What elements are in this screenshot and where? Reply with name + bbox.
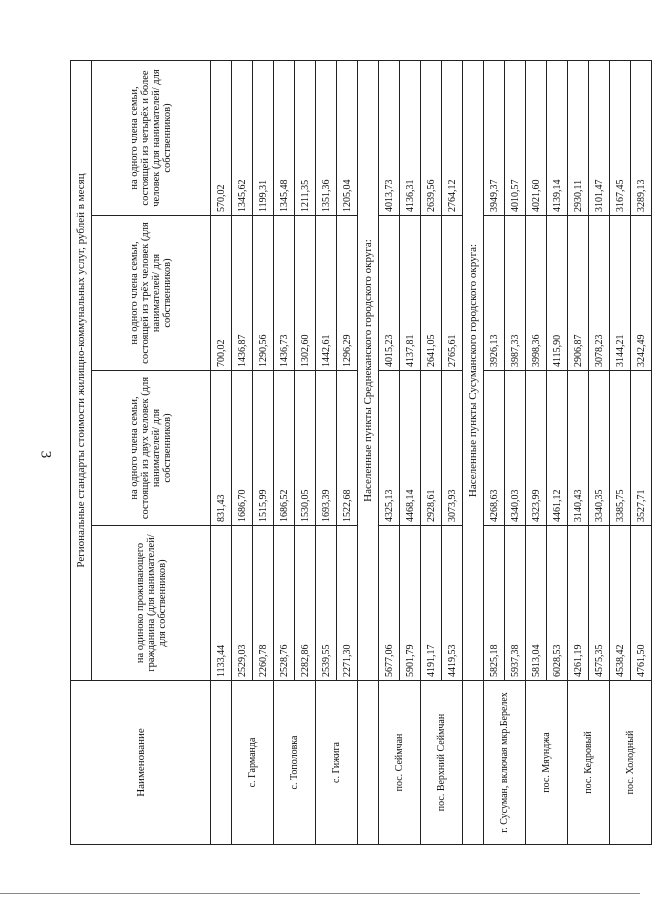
value-cell: 2539,55 (316, 526, 337, 681)
section-spacer-cell (358, 681, 379, 845)
value-cell: 1211,35 (295, 61, 316, 216)
value-cell: 2930,11 (568, 61, 589, 216)
col-header-single: на одиноко проживающего гражданина (для нанимателей/ для собственников) (92, 526, 211, 681)
settlement-name (211, 681, 232, 845)
value-cell: 4419,53 (442, 526, 463, 681)
value-cell: 1693,39 (316, 371, 337, 526)
table-row (484, 61, 505, 845)
value-cell: 2271,30 (337, 526, 358, 681)
value-cell: 1530,05 (295, 371, 316, 526)
table-row (232, 61, 253, 845)
value-cell: 5901,79 (400, 526, 421, 681)
name-column-header: Наименование (71, 681, 211, 845)
value-cell: 2260,78 (253, 526, 274, 681)
value-cell: 700,02 (211, 216, 232, 371)
value-cell: 1345,62 (232, 61, 253, 216)
table-row (568, 61, 589, 845)
value-cell: 6028,53 (547, 526, 568, 681)
section-spacer-cell (463, 681, 484, 845)
value-cell: 4461,12 (547, 371, 568, 526)
value-cell: 4468,14 (400, 371, 421, 526)
value-cell: 3987,33 (505, 216, 526, 371)
group-header: Региональные стандарты стоимости жилищно-коммунальных услуг, рублей в месяц (71, 61, 92, 681)
value-cell: 5677,06 (379, 526, 400, 681)
value-cell: 3949,37 (484, 61, 505, 216)
value-cell: 2641,05 (421, 216, 442, 371)
value-cell: 1290,56 (253, 216, 274, 371)
value-cell: 4575,35 (589, 526, 610, 681)
value-cell: 570,02 (211, 61, 232, 216)
settlement-name: с. Тополовка (274, 681, 316, 845)
section-header-row (358, 61, 379, 845)
value-cell: 4015,23 (379, 216, 400, 371)
value-cell: 4191,17 (421, 526, 442, 681)
settlement-name: пос. Холодный (610, 681, 652, 845)
value-cell: 1133,44 (211, 526, 232, 681)
value-cell: 2529,03 (232, 526, 253, 681)
value-cell: 4325,13 (379, 371, 400, 526)
value-cell: 3073,93 (442, 371, 463, 526)
value-cell: 1205,04 (337, 61, 358, 216)
col-header-three: на одного члена семьи, состоящей из трёх человек (для нанимателей/ для собственников) (92, 216, 211, 371)
value-cell: 2765,61 (442, 216, 463, 371)
value-cell: 2906,87 (568, 216, 589, 371)
section-title: Населенные пункты Среднеканского городского округа: (358, 61, 379, 681)
value-cell: 4137,81 (400, 216, 421, 371)
table-row (274, 61, 295, 845)
rotated-table-container (70, 60, 647, 845)
value-cell: 4323,99 (526, 371, 547, 526)
value-cell: 1296,29 (337, 216, 358, 371)
page-number: 3 (37, 450, 54, 459)
value-cell: 4538,42 (610, 526, 631, 681)
table-row (211, 61, 232, 845)
value-cell: 4115,90 (547, 216, 568, 371)
value-cell: 5937,38 (505, 526, 526, 681)
value-cell: 4010,57 (505, 61, 526, 216)
value-cell: 1686,70 (232, 371, 253, 526)
value-cell: 1442,61 (316, 216, 337, 371)
col-header-four: на одного члена семьи, состоящей из четырёх и более человек (для нанимателей/ для собственников) (92, 61, 211, 216)
section-title: Населенные пункты Сусуманского городского округа: (463, 61, 484, 681)
table-row (316, 61, 337, 845)
table-row (526, 61, 547, 845)
value-cell: 4261,19 (568, 526, 589, 681)
value-cell: 1351,36 (316, 61, 337, 216)
settlement-name: пос. Мяунджа (526, 681, 568, 845)
table-row (421, 61, 442, 845)
settlement-name: г. Сусуман, включая мкр.Берелех (484, 681, 526, 845)
value-cell: 3167,45 (610, 61, 631, 216)
value-cell: 4340,03 (505, 371, 526, 526)
value-cell: 3527,71 (631, 371, 652, 526)
value-cell: 1199,31 (253, 61, 274, 216)
value-cell: 3078,23 (589, 216, 610, 371)
value-cell: 3101,47 (589, 61, 610, 216)
col-header-two: на одного члена семьи, состоящей из двух человек (для нанимателей/ для собственников) (92, 371, 211, 526)
settlement-name: пос. Сеймчан (379, 681, 421, 845)
value-cell: 3998,36 (526, 216, 547, 371)
value-cell: 3340,35 (589, 371, 610, 526)
value-cell: 2282,86 (295, 526, 316, 681)
table-row (610, 61, 631, 845)
settlement-name: пос. Верхний Сеймчан (421, 681, 463, 845)
value-cell: 1522,68 (337, 371, 358, 526)
table-row (379, 61, 400, 845)
section-header-row (463, 61, 484, 845)
settlement-name: пос. Кедровый (568, 681, 610, 845)
value-cell: 1302,60 (295, 216, 316, 371)
value-cell: 3140,43 (568, 371, 589, 526)
value-cell: 831,43 (211, 371, 232, 526)
housing-standards-table (70, 60, 652, 845)
value-cell: 3385,75 (610, 371, 631, 526)
value-cell: 1436,73 (274, 216, 295, 371)
value-cell: 4761,50 (631, 526, 652, 681)
value-cell: 1686,52 (274, 371, 295, 526)
value-cell: 2928,61 (421, 371, 442, 526)
value-cell: 5825,18 (484, 526, 505, 681)
value-cell: 4268,63 (484, 371, 505, 526)
scan-bottom-edge (0, 893, 640, 894)
value-cell: 4139,14 (547, 61, 568, 216)
value-cell: 3144,21 (610, 216, 631, 371)
value-cell: 4136,31 (400, 61, 421, 216)
value-cell: 3926,13 (484, 216, 505, 371)
value-cell: 4013,73 (379, 61, 400, 216)
value-cell: 2528,76 (274, 526, 295, 681)
value-cell: 5813,04 (526, 526, 547, 681)
value-cell: 3242,49 (631, 216, 652, 371)
value-cell: 1515,99 (253, 371, 274, 526)
settlement-name: с. Гарманда (232, 681, 274, 845)
value-cell: 3289,13 (631, 61, 652, 216)
value-cell: 1345,48 (274, 61, 295, 216)
settlement-name: с. Гижига (316, 681, 358, 845)
value-cell: 2639,56 (421, 61, 442, 216)
value-cell: 2764,12 (442, 61, 463, 216)
value-cell: 1436,87 (232, 216, 253, 371)
value-cell: 4021,60 (526, 61, 547, 216)
